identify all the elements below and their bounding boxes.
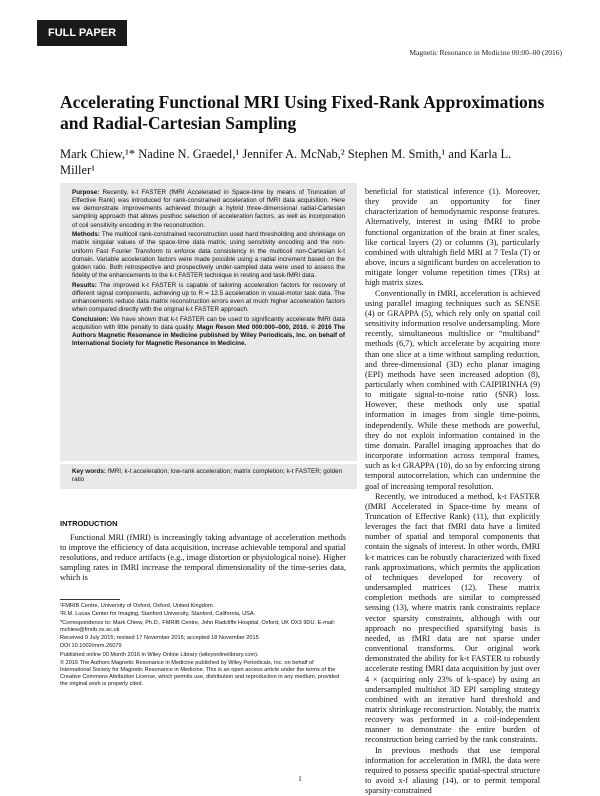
purpose-label: Purpose: — [72, 189, 100, 196]
abstract-citation: Magn Reson Med 000:000–000, 2016. © 2016 The Authors Magnetic Resonance in Medicine published by Wiley Periodicals, Inc. on behalf of International Society for Magnetic Resonance in Medicine. — [72, 324, 345, 348]
abstract-purpose — [72, 189, 345, 230]
journal-citation-header: Magnetic Resonance in Medicine 00:00–00 (2016) — [409, 48, 562, 57]
keywords-text: fMRI; k-t acceleration; low-rank acceleration; matrix completion; k-t FASTER; golden ratio — [72, 468, 343, 484]
body-paragraph: Conventionally in fMRI, acceleration is achieved using parallel imaging techniques such as SENSE (4) or GRAPPA (5), which rely only on spatial coil sensitivity information resolve undersampling. More recently, simultaneous multislice or “multiband” methods (6,7), which accelerate by acquiring more than one slice at a time without sampling reduction, and three-dimensional (3D) echo planar imaging (EPI) methods have seen increased adoption (8), particularly when combined with CAIPIRINHA (9) to mitigate signal-to-noise ratio (SNR) loss. However, these methods only use spatial information in images from single time-points, independently. While these methods are powerful, they do not exploit information contained in the time domain. Parallel imaging approaches that do incorporate information across temporal frames, such as k-t GRAPPA (10), do so by enforcing strong temporal autocorrelation, which can undermine the goal of increasing temporal resolution. — [365, 288, 540, 491]
footnotes — [60, 603, 346, 689]
body-paragraph: beneficial for statistical inference (1). Moreover, they provide an opportunity for finer characterization of hemodynamic response features. Alternatively, interest in using fMRI to probe functional organization of the brain at finer scales, like cortical layers (2) or columns (3), particularly combined with ultrahigh field MRI at 7 Tesla (T) or above, incurs a significant burden on acceleration to mitigate longer volume repetition times (TRs) at high matrix sizes. — [365, 187, 540, 288]
footnote-received: Received 9 July 2015; revised 17 November 2015; accepted 18 November 2015 — [60, 634, 259, 641]
conclusion-text: We have shown that k-t FASTER can be used to significantly accelerate fMRI data acquisition with little penalty to data quality. — [72, 315, 346, 331]
conclusion-label: Conclusion: — [72, 315, 109, 323]
paper-title: Accelerating Functional MRI Using Fixed-Rank Approximations and Radial-Cartesian Sampling — [60, 92, 545, 133]
right-column-body — [365, 187, 540, 796]
methods-label: Methods: — [72, 231, 100, 239]
footnote-correspondence: *Correspondence to: Mark Chiew, Ph.D., FMRIB Centre, John Radcliffe Hospital, Oxford, UK OX3 9DU. E-mail: mchiew@fmrib.ox.ac.uk — [60, 619, 336, 633]
footnote-license: © 2016 The Authors Magnetic Resonance in Medicine published by Wiley Periodicals, Inc. on behalf of International Society for Magnetic Resonance in Medicine. This is an open access article under the terms of the Creative Commons Attribution License, which permits use, distribution and reproduction in any medium, provided the original work is properly cited. — [60, 659, 340, 688]
footnote-divider — [60, 599, 120, 600]
footnote-affiliation-1: ¹FMRIB Centre, University of Oxford, Oxford, United Kingdom. — [60, 603, 215, 609]
footnote-published: Published online 00 Month 2016 in Wiley Online Library (wileyonlinelibrary.com). — [60, 651, 259, 658]
abstract-results — [72, 282, 345, 315]
keywords-box — [60, 463, 357, 489]
body-paragraph: In previous methods that use temporal information for acceleration in fMRI, the data were required to possess specific spatial-spectral structure to avoid x-f aliasing (14), or to permit temporal sparsity-constrained — [365, 745, 540, 796]
footnote-doi: DOI 10.1002/mrm.26079 — [60, 643, 122, 650]
introduction-paragraph: Functional MRI (fMRI) is increasingly taking advantage of acceleration methods to improve the efficiency of data acquisition, increase achievable temporal and spatial resolutions, and reduce artifacts (e.g., image distortion or physiological noise). Higher sampling rates in fMRI increase the temporal dimensionality of the time-series data, which is — [60, 533, 346, 583]
abstract-methods — [72, 231, 345, 280]
article-type-badge: FULL PAPER — [37, 20, 127, 46]
abstract-box — [60, 183, 357, 461]
results-text: The improved k-t FASTER is capable of tailoring acceleration factors for recovery of different signal components, achieving up to R = 12.5 acceleration in visual-motor task data. The enhancements reduce data matrix reconstruction errors even at much higher acceleration factors when compared directly with the original k-t FASTER approach. — [72, 281, 346, 314]
purpose-text: Recently, k-t FASTER (fMRI Accelerated in Space-time by means of Truncation of Effective Rank) was introduced for rank-constrained acceleration of fMRI data acquisition. Here we demonstrate improvements achieved through a hybrid three-dimensional radial-Cartesian sampling approach that allows posthoc selection of acceleration factors, as well as incorporation of coil sensitivity encoding in the reconstruction. — [72, 189, 346, 229]
introduction-heading: INTRODUCTION — [60, 519, 118, 528]
body-paragraph: Recently, we introduced a method, k-t FASTER (fMRI Accelerated in Space-time by means of Truncation of Effective Rank) (11), that explicitly leverages the fact that fMRI data have a limited number of spatial and temporal components that contain the signals of interest. In other words, fMRI k-t matrices can be robustly characterized with fixed rank approximations, which permits the application of techniques developed for recovery of undersampled matrices (12). These matrix completion methods are similar to compressed sensing (13), where matrix rank constraints replace vector sparsity constraints, although with our approach no prespecified sparsifying basis is needed, as fMRI data are not sparse under conventional transforms. Our original work demonstrated the ability for k-t FASTER to robustly accelerate resting fMRI data acquisition by just over 4 × (acquiring only 23% of k-space) by using an undersampled multishot 3D EPI sampling strategy combined with an iterative hard threshold and matrix shrinkage reconstruction. Notably, the matrix recovery was performed in a coil-independent manner to demonstrate the entire burden of reconstruction being carried by the rank constraints. — [365, 491, 540, 745]
keywords-label: Key words: — [72, 468, 106, 475]
introduction-body — [60, 533, 346, 583]
page-number: 1 — [298, 775, 302, 783]
methods-text: The multicoil rank-constrained reconstruction used hard thresholding and shrinkage on matrix singular values of the space-time data matrix, using sensitivity encoding and the non-uniform Fast Fourier Transform to enforce data consistency in the multicoil non-Cartesian k-t domain. Variable acceleration factors were made possible using a radial increment based on the golden ratio. Both retrospective and prospectively under-sampled data were used to assess the fidelity of the enhancements to the k-t FASTER technique in resting and task-fMRI data. — [72, 231, 345, 280]
footnote-affiliation-2: ²R.M. Lucas Center for Imaging, Stanford University, Stanford, California, USA. — [60, 611, 256, 618]
author-list: Mark Chiew,¹* Nadine N. Graedel,¹ Jennifer A. McNab,² Stephen M. Smith,¹ and Karla L. Miller¹ — [60, 147, 512, 177]
results-label: Results: — [72, 281, 97, 289]
abstract-conclusion — [72, 316, 345, 349]
